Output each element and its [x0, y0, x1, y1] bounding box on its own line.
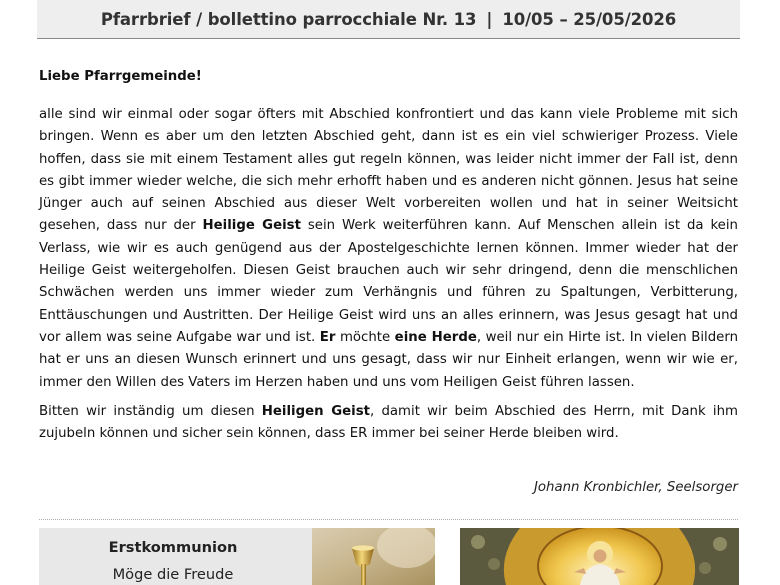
letter-paragraph-1: alle sind wir einmal oder sogar öfters mit Abschied konfrontiert und das kann viele Probleme mit sich bringen. Wenn es aber um den letzten Abschied geht, dann ist es ein viel schwieriger Prozess. Viele hoffen, dass sie mit einem Testament alles gut regeln können, was leider nicht immer der Fall ist, denn es gibt immer wieder welche, die sich mehr erhofft haben und es anderen nicht gönnen. Jesus hat seine Jünger auch auf seinen Abschied aus dieser Welt vorbereiten wollen und hat in seiner Weitsicht gesehen, dass nur der Heilige Geist sein Werk weiterführen kann. Auf Menschen allein ist da kein Verlass, wie wir es auch genügend aus der Apostelgeschichte lernen können. Immer wieder hat der Heilige Geist weitergeholfen. Diesen Geist brauchen auch wir sehr dringend, denn die menschlichen Schwächen werden uns immer wieder zum Verhängnis und führen zu Spaltungen, Verbitterung, Enttäuschungen und Austritten. Der Heilige Geist wird uns an alles erinnern, was Jesus gesagt hat und vor allem was seine Aufgabe war und ist. Er möchte eine Herde, weil nur ein Hirte ist. In vielen Bildern hat er uns an diesen Wunsch erinnert und uns gesagt, dass wir nur Einheit erlangen, wenn wir wie er, immer den Willen des Vaters im Herzen haben und uns vom Heiligen Geist führen lassen. [39, 107, 738, 390]
bulletin-dates: 10/05 – 25/05/2026 [502, 9, 677, 29]
letter-greeting: Liebe Pfarrgemeinde! [39, 69, 202, 84]
erstkommunion-box [39, 528, 435, 585]
bulletin-header [37, 0, 740, 39]
emphasis-heiligen-geist: Heiligen Geist [261, 403, 370, 419]
letter-paragraph-2: Bitten wir inständig um diesen Heiligen Geist, damit wir beim Abschied des Herrn, mit Dank ihm zujubeln können und sicher sein können, dass ER immer bei seiner Herde bleiben wird. [39, 403, 738, 442]
letter-signature: Johann Kronbichler, Seelsorger [533, 480, 738, 495]
chalice-photo [312, 528, 435, 585]
emphasis-heilige-geist: Heilige Geist [202, 218, 301, 234]
emphasis-er: Er [319, 329, 336, 345]
mosaic-christ-image [460, 528, 739, 585]
emphasis-eine-herde: eine Herde [394, 329, 477, 345]
header-separator: | [486, 9, 493, 29]
letter-body [39, 104, 738, 445]
erstkommunion-title: Erstkommunion [108, 539, 238, 556]
bulletin-title: Pfarrbrief / bollettino parrocchiale Nr. 13 [100, 9, 477, 29]
erstkommunion-subtitle: Möge die Freude [112, 566, 234, 583]
section-divider [39, 519, 738, 520]
